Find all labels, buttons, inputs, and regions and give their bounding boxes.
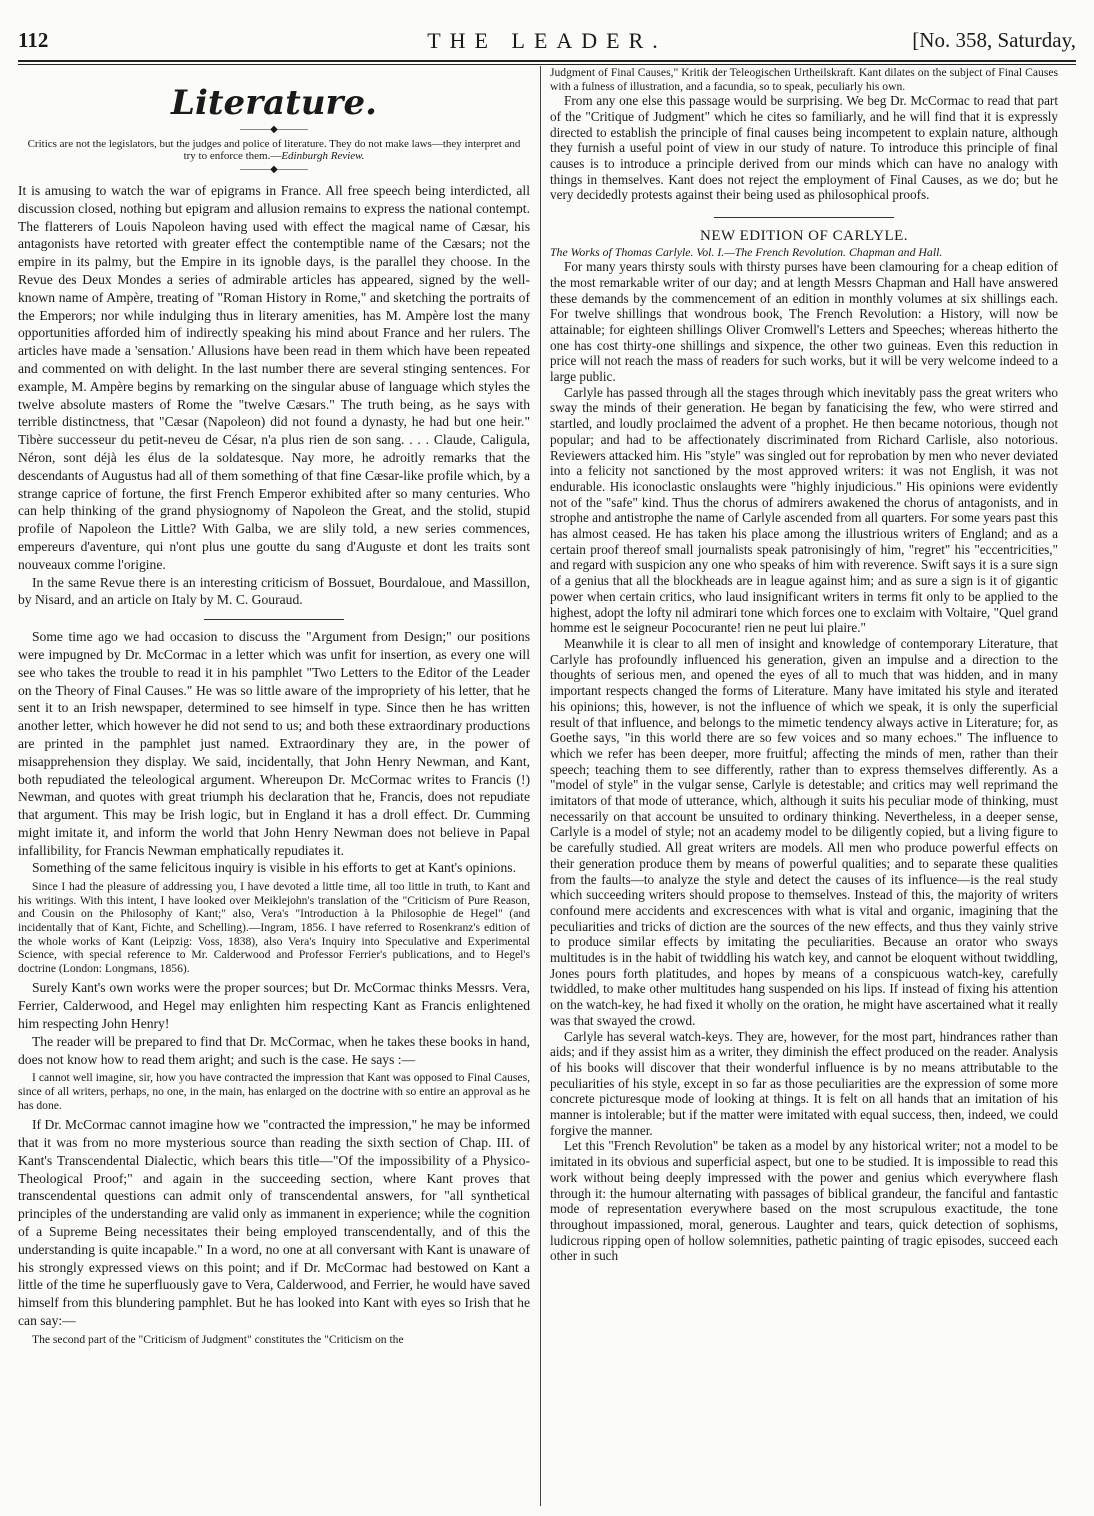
ornament-divider: ———◆——— xyxy=(240,124,308,135)
review-paragraph: Carlyle has several watch-keys. They are, however, for the most part, hindrances rather than aids; and if they assist him as a writer, they diminish the effect produced on the reader. Analysis of his books will discover that their wonderful influence is by no means attributable to the peculiarities of his style, except in so far as those peculiarities are the expression of some more concrete picturesque mode of looking at things. It is felt on all hands that an imitation of his manner is intolerable; but if the matter were imitated with equal success, then, indeed, we could forgive the manner. xyxy=(550,1028,1058,1138)
article-paragraph: If Dr. McCormac cannot imagine how we "contracted the impression," he may be informed that it was from no more mysterious source than reading the sixth section of Chap. III. of Kant's Transcendental Dialectic, which bears this title—"Of the impossibility of a Physico-Theological Proof;" and again in the succeeding section, where Kant proves that transcendental questions can admit only of transcendental answers, for "all synthetical principles of the understanding are valid only as immanent in experience; while the cognition of a Supreme Being necessitates their being employed transcendentally, and of this the understanding is quite incapable." In a word, no one at all conversant with Kant is unaware of his strongly expressed views on this point; and if Dr. McCormac had bestowed on Kant a little of the time he superfluously gave to Vera, Calderwood, and Ferrier, he would have saved himself from this blundering pamphlet. But he has looked into Kant with eyes so Irish that he can say:— xyxy=(18,1117,530,1328)
review-paragraph: Carlyle has passed through all the stages through which inevitably pass the great writers who sway the minds of their generation. He began by fanaticising the few, who were stirred and startled, and loudly proclaimed the advent of a prophet. He then became notorious, though not popular; and had to be affectionately discriminated from Richard Carlisle, also notorious. Reviewers attacked him. His "style" was singled out for reprobation by men who never deviated into a felicity not sanctioned by the most approved writers: it was not English, it was not endurable. His iconoclastic onslaughts were "highly injudicious." His opinions were evidently not of the "safe" kind. Thus the chorus of admirers awakened the chorus of antagonists, and in strophe and antistrophe the name of Carlyle ascended from all quarters. For some years past this has almost ceased. He has taken his place among the illustrious writers of England; and as a certain proof thereof small journalists speak patronisingly of him, "regret" his "eccentricities," and regard with suspicion any one who speaks of him with reverence. Swift says it is a sure sign of a genius that all the blockheads are in league against him; and as sure a sign is it of gigantic power when certain critics, who laud insignificant writers in terms fit only to be applied to the highest, adopt the lofty nil admirari tone which forces one to exclaim with Voltaire, "Quel grand homme est le seigneur Pococurante! rien ne peut lui plaire." xyxy=(550,384,1058,636)
review-citation: The Works of Thomas Carlyle. Vol. I.—The French Revolution. Chapman and Hall. xyxy=(550,245,943,260)
newspaper-title: THE LEADER. xyxy=(427,28,667,53)
article-paragraph: The reader will be prepared to find that Dr. McCormac, when he takes these books in hand, does not know how to read them aright; and such is the case. He says :— xyxy=(18,1033,530,1067)
article-paragraph: In the same Revue there is an interesting criticism of Bossuet, Bourdaloue, and Massillon, by Nisard, and an article on Italy by M. C. Gouraud. xyxy=(18,574,530,608)
left-column xyxy=(18,66,530,1510)
article-separator xyxy=(714,217,894,218)
masthead xyxy=(18,28,1076,62)
page-number: 112 xyxy=(18,28,49,52)
article-separator xyxy=(204,619,344,620)
header-rule xyxy=(18,60,1076,62)
block-quote: Since I had the pleasure of addressing you, I have devoted a little time, all too little in truth, to Kant and his writings. With this intent, I have looked over Meiklejohn's translation of the "Criticism of Pure Reason, and Cousin on the Philosophy of Kant;" also, Vera's "Introduction à la Philosophie de Hegel" (and incidentally that of Kant, Fichte, and Schelling).—Ingram, 1856. I have referred to Rosenkranz's edition of the whole works of Kant (Leipzig: Voss, 1838), also Vera's Inquiry into Speculative and Experimental Science, with special reference to Mr. Calderwood and Professor Ferrier's publications, and to Hegel's doctrine (London: Longmans, 1856). xyxy=(18,880,530,975)
article-paragraph: From any one else this passage would be surprising. We beg Dr. McCormac to read that part of the "Critique of Judgment" which he cites so familiarly, and he will find that it is expressly directed to establish the principle of final causes being incompetent to explain nature, although they furnish a useful point of view in our study of nature. To introduce this principle of final causes is to introduce a principle derived from our minds which can have no analogy with things in themselves. Kant does not reject the employment of Final Causes, as we do; but he very decidedly protests against their being used as philosophical proofs. xyxy=(550,93,1058,203)
block-quote: The second part of the "Criticism of Judgment" constitutes the "Criticism on the xyxy=(32,1332,404,1346)
right-column xyxy=(550,66,1058,1510)
review-heading: NEW EDITION OF CARLYLE. xyxy=(699,228,909,245)
article-paragraph: It is amusing to watch the war of epigrams in France. All free speech being interdicted, all discussion closed, nothing but epigram and allusion remains to express the national contempt. The flatterers of Louis Napoleon having used with effect the magical name of Cæsar, his antagonists have retorted with greater effect the contemptible name of the Cæsars; not the empire in its palmy, but the Empire in its ignoble days, is the parallel they choose. In the Revue des Deux Mondes a series of admirable articles has appeared, signed by the well-known name of Ampère, treating of "Roman History in Rome," and sketching the portraits of the Emperors; nor while indulging thus in literary amenities, has M. Ampère lost the many opportunities afforded him of indirectly speaking his mind about France and her rulers. The articles have made a 'sensation.' Allusions have been read in them which have been repeated and commented on with delight. In the last number there are several stinging sentences. For example, M. Ampère begins by remarking on the singular abuse of language which styles the twelve absolute masters of Rome the "twelve Cæsars." The truth being, as he says with terrible distinctness, that "Cæsar (Napoleon) did not found a dynasty, he had but one heir." Tibère successeur du petit-neveu de César, n'a plus rien de son sang. . . . Claude, Caligula, Néron, sont déjà les élus de la soldatesque. Nay more, he adroitly remarks that the descendants of Augustus had all of them something of that fine Cæsar-like profile which, by a strange caprice of fortune, the first French Emperor exhibited after so many centuries. Who can help thinking of the grand physiognomy of Napoleon the Great, and the stolid, stupid profile of Napoleon the Little? With Galba, we are slily told, a new series commences, empereurs d'aventure, qui n'ont plus une goutte du sang d'Auguste et dont les traits sont nouveaux comme l'origine. xyxy=(18,183,530,572)
issue-info: [No. 358, Saturday, xyxy=(912,28,1076,52)
ornament-divider-2: ———◆——— xyxy=(240,164,308,175)
continued-quote: Judgment of Final Causes," Kritik der Teleogischen Urtheilskraft. Kant dilates on the subject of Final Causes with a fulness of illustration, and a facundia, so to speak, peculiarly his own. xyxy=(550,66,1058,93)
section-motto xyxy=(18,138,530,162)
header-rule-thin xyxy=(18,64,1076,65)
block-quote: I cannot well imagine, sir, how you have contracted the impression that Kant was opposed to Final Causes, since of all writers, perhaps, no one, in the main, has enlarged on the doctrine with so entire an approval as he has done. xyxy=(18,1071,530,1112)
article-paragraph: Some time ago we had occasion to discuss the "Argument from Design;" our positions were impugned by Dr. McCormac in a letter which was unfit for insertion, as every one will see who takes the trouble to read it in his pamphlet "Two Letters to the Editor of the Leader on the Theory of Final Causes." He was so little aware of the impropriety of his letter, that he sent it to an Irish newspaper, determined to see himself in type. Since then he has written another letter, which however he did not send to us; and both these extraordinary productions are printed in the pamphlet just named. Extraordinary they are, in the power of misapprehension they display. We said, incidentally, that John Henry Newman, and Kant, both repudiated the teleological argument. Whereupon Dr. McCormac writes to Francis (!) Newman, and quotes with great triumph his declaration that he, Francis, does not repudiate that argument. This may be Irish logic, but in England it has a droll effect. Dr. Cumming might imitate it, and inform the world that John Henry Newman does not believe in Papal infallibility, for Francis Newman emphatically repudiates it. xyxy=(18,629,530,858)
column-divider xyxy=(540,66,541,1506)
review-paragraph: For many years thirsty souls with thirsty purses have been clamouring for a cheap edition of the most remarkable writer of our day; and at length Messrs Chapman and Hall have answered these demands by the commencement of an edition in monthly volumes at six shillings each. For twelve shillings that wondrous book, The French Revolution: a History, will now be attainable; for eighteen shillings Oliver Cromwell's Letters and Speeches; whereas hitherto the one has cost thirty-one shillings and sixpence, the other two guineas. Even this reduction in price will not reach the mass of readers for such works, but it will be very welcome indeed to a large public. xyxy=(550,259,1058,385)
article-paragraph: Surely Kant's own works were the proper sources; but Dr. McCormac thinks Messrs. Vera, Ferrier, Calderwood, and Hegel may enlighten him respecting Kant as Francis enlightened him respecting John Henry! xyxy=(18,980,530,1032)
motto-text: Critics are not the legislators, but the judges and police of literature. They do not make laws—they interpret and try to enforce them.— xyxy=(27,138,521,162)
motto-source: Edinburgh Review. xyxy=(281,150,365,162)
article-paragraph: Something of the same felicitous inquiry is visible in his efforts to get at Kant's opinions. xyxy=(32,860,516,876)
review-paragraph: Let this "French Revolution" be taken as a model by any historical writer; not a model to be imitated in its obvious and superficial aspect, but one to be studied. It is impossible to read this work without being deeply impressed with the power and genius which everywhere flash through it: the humour alternating with passages of biblical grandeur, the fanciful and fantastic mode of representation everywhere based on the most scrupulous exactitude, the tone throughout impassioned, moral, generous. Laughter and tears, quick detection of sophisms, ludicrous ripping open of hollow solemnities, pathetic painting of tragic episodes, succeed each other in such xyxy=(550,1138,1058,1264)
section-title: Literature. xyxy=(171,83,377,123)
review-paragraph: Meanwhile it is clear to all men of insight and knowledge of contemporary Literature, that Carlyle has profoundly influenced his generation, given an impulse and a direction to the thoughts of serious men, and opened the eyes of all to much that was hidden, and in many important respects changed the forms of Literature. Many have imitated his style and iterated his opinions; this, however, is not the influence of which we speak, it is only the superficial result of that influence, and belongs to the mimetic tendency always active in Literature; for, as Goethe says, "in this world there are so few voices and so many echoes." The influence to which we refer has been deeper, more fruitful; affecting the minds of men, rather than their speech; teaching them to see differently, rather than to express themselves differently. As a "model of style" in the vulgar sense, Carlyle is detestable; and critics may well reprimand the imitators of that mode of utterance, which, although it suits his peculiar mode of thinking, must necessarily on that account be unsuited to ordinary thinking. Nevertheless, in a deeper sense, Carlyle is a model of style; not an academy model to be diligently copied, but a living figure to be carefully studied. All great writers are models. All men who produce powerful effects on their generation produce them by means of powerful qualities; and to separate these qualities from the faults—to analyze the style and detect the causes of its influence—is the real study which succeeding writers should propose to themselves. Instead of this, the majority of writers confound mere accidents and excrescences with what is vital and organic, imagining that the peculiarities and tricks of diction are the sources of the new effects, and thus they vainly strive to produce similar effects by imitating the peculiarities. Because an orator who sways multitudes is in the habit of twiddling his watch key, and cannot be eloquent without twiddling, Jones pours forth platitudes, and hopes by means of a conspicuous watch-key, carefully twiddled, to make other multitudes hang suspended on his lips. If instead of fixing his attention on the watch-key, he had fixed it wholly on the oration, he might have ascertained what it really was that swayed the crowd. xyxy=(550,635,1058,1028)
